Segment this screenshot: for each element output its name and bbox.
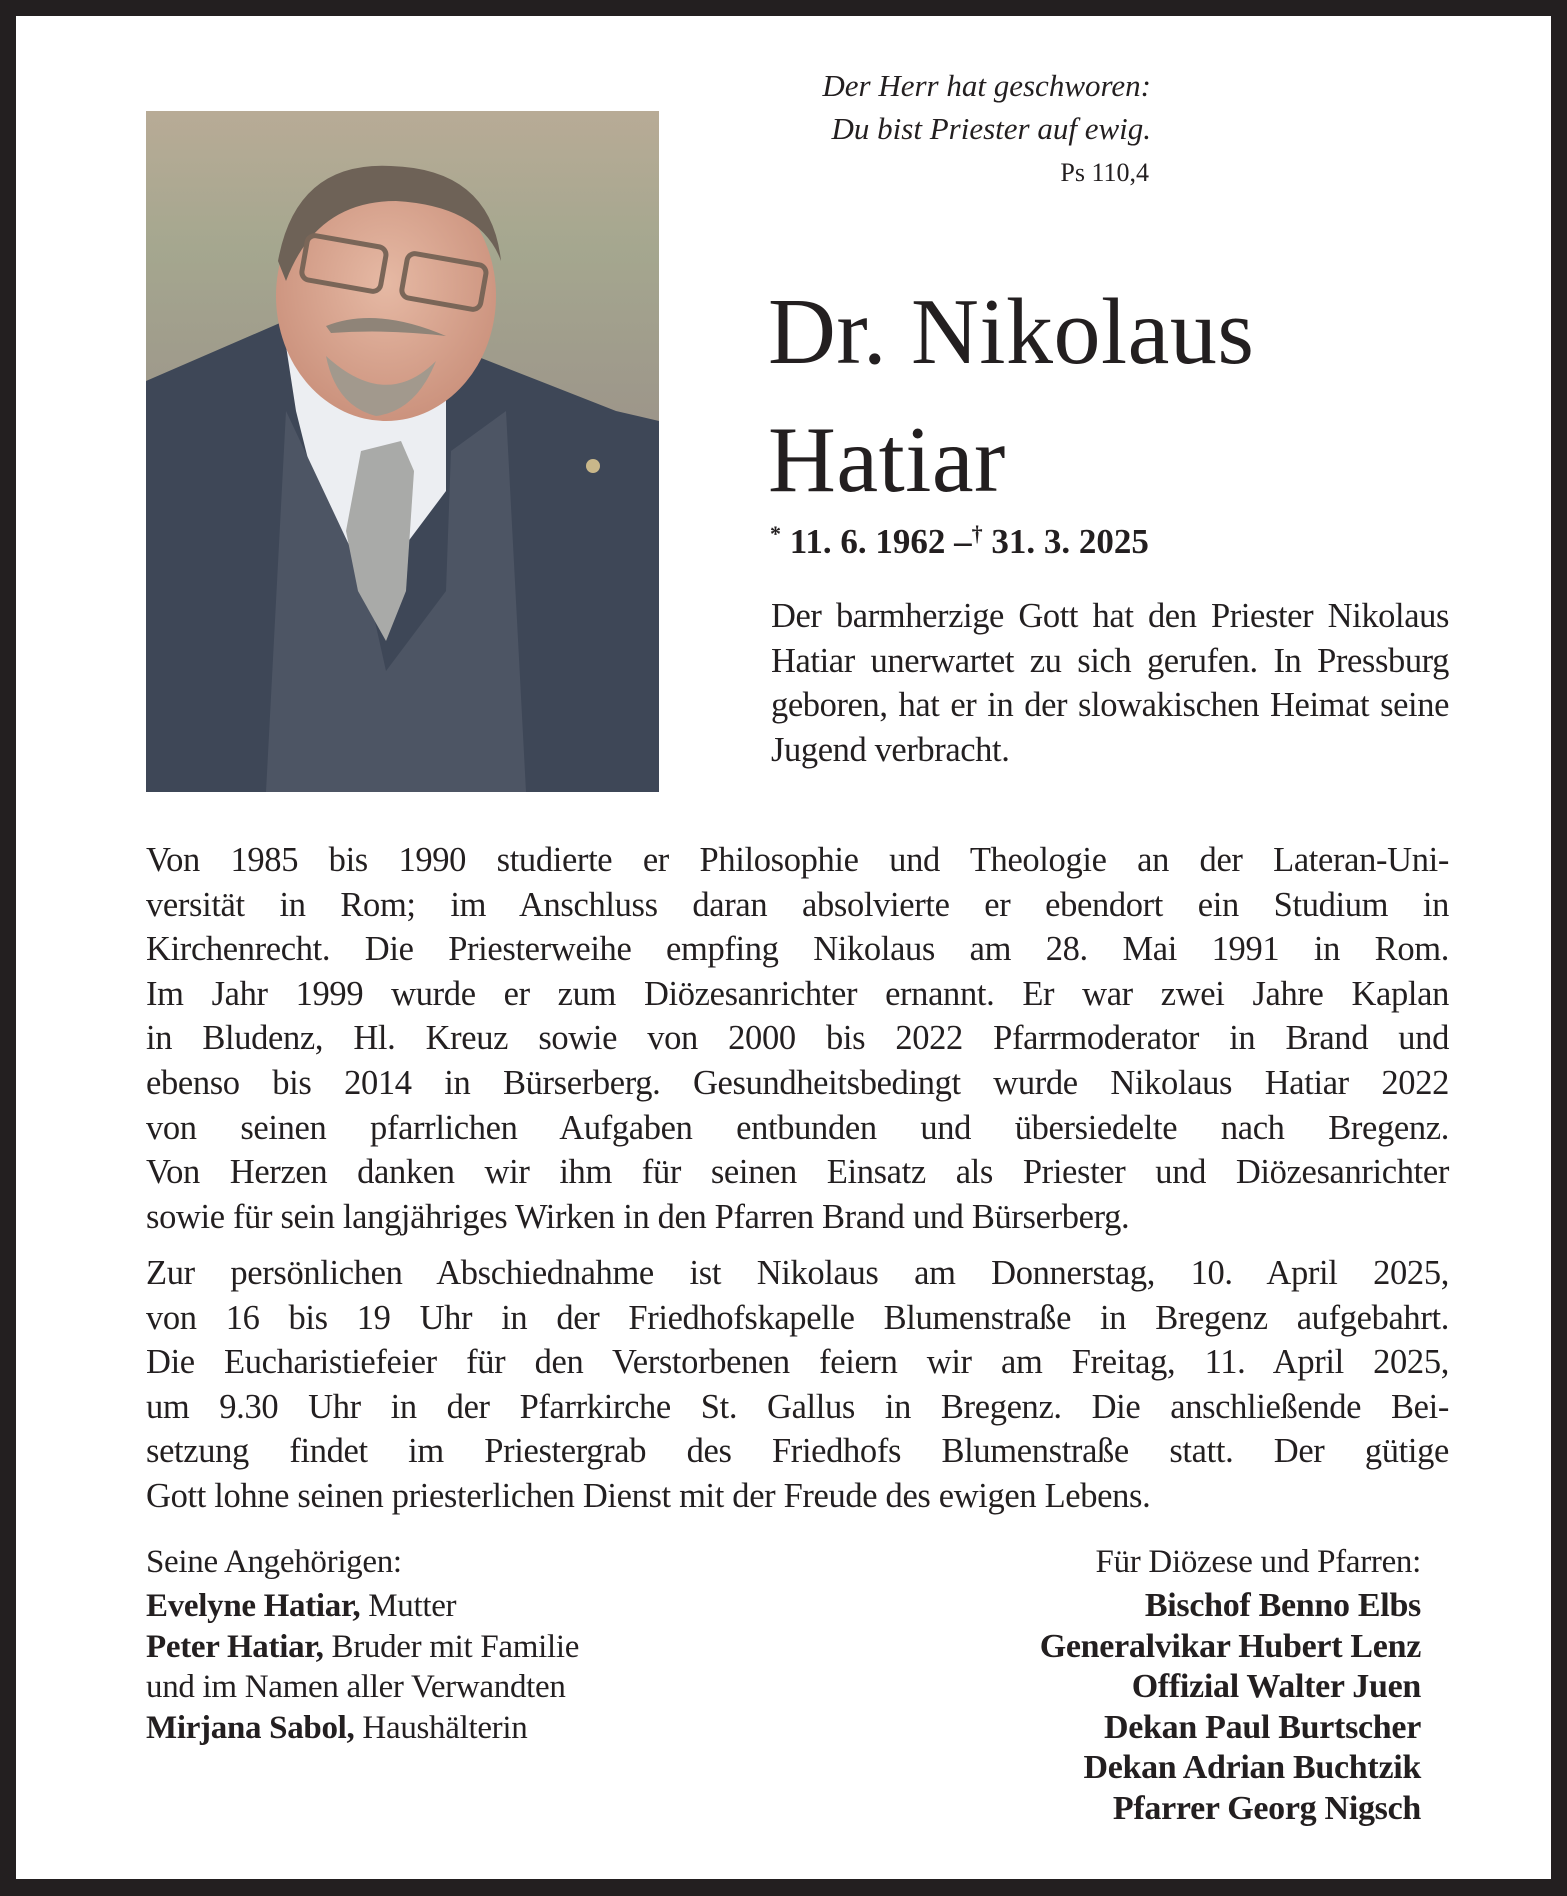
birth-date: 11. 6. 1962 — [789, 522, 946, 561]
family-entry — [146, 1708, 579, 1749]
bible-quote — [756, 64, 1151, 196]
family-member-role: Haushälterin — [354, 1709, 528, 1746]
birth-star-icon: * — [770, 521, 781, 546]
diocese-signatories — [1040, 1541, 1421, 1829]
signatory-name: Generalvikar Hubert Lenz — [1039, 1627, 1421, 1665]
family-member-name: Peter Hatiar, — [146, 1628, 324, 1665]
text-line: Die Eucharistiefeier für den Verstorbenen feiern wir am Freitag, 11. April 2025, — [146, 1343, 1449, 1382]
name-line-1: Dr. Nikolaus — [768, 280, 1255, 384]
text-line: Von Herzen danken wir ihm für seinen Einsatz als Priester und Diözesanrichter — [146, 1153, 1449, 1192]
text-line: setzung findet im Priestergrab des Friedhofs Blumenstraße statt. Der gütige — [146, 1432, 1449, 1471]
portrait-photo — [146, 111, 659, 792]
family-entry — [146, 1667, 579, 1708]
family-member-name: Mirjana Sabol, — [146, 1709, 355, 1746]
death-date: 31. 3. 2025 — [991, 522, 1149, 561]
family-heading: Seine Angehörigen: — [146, 1544, 402, 1580]
quote-line: Du bist Priester auf ewig. — [831, 111, 1151, 146]
family-entry — [146, 1627, 579, 1668]
funeral-paragraph — [146, 1251, 1449, 1519]
portrait-image-icon — [146, 111, 659, 792]
text-line: von seinen pfarrlichen Aufgaben entbunden und übersiedelte nach Bregenz. — [146, 1108, 1449, 1147]
signatory-name: Offizial Walter Juen — [1131, 1668, 1421, 1705]
date-separator: – — [954, 522, 972, 561]
life-dates — [770, 512, 1149, 564]
text-line: sowie für sein langjähriges Wirken in den Pfarren Brand und Bürserberg. — [146, 1197, 1130, 1236]
family-member-name: Evelyne Hatiar, — [146, 1588, 361, 1624]
death-cross-icon: † — [971, 521, 983, 546]
text-line: in Bludenz, Hl. Kreuz sowie von 2000 bis 2022 Pfarrmoderator in Brand und — [146, 1019, 1449, 1058]
family-entry — [146, 1586, 579, 1627]
text-line: Im Jahr 1999 wurde er zum Diözesanrichter ernannt. Er war zwei Jahre Kaplan — [146, 974, 1449, 1013]
quote-line: Der Herr hat geschworen: — [822, 68, 1151, 103]
text-line: ebenso bis 2014 in Bürserberg. Gesundheitsbedingt wurde Nikolaus Hatiar 2022 — [146, 1063, 1449, 1102]
text-line: Zur persönlichen Abschiednahme ist Nikolaus am Donnerstag, 10. April 2025, — [146, 1254, 1449, 1292]
text-line: von 16 bis 19 Uhr in der Friedhofskapelle Blumenstraße in Bregenz aufgebahrt. — [146, 1298, 1449, 1337]
quote-reference: Ps 110,4 — [1060, 158, 1149, 187]
signatory-name: Bischof Benno Elbs — [1144, 1587, 1421, 1624]
text-line: Gott lohne seinen priesterlichen Dienst mit der Freude des ewigen Lebens. — [146, 1476, 1151, 1515]
family-member-role: und im Namen aller Verwandten — [146, 1669, 566, 1705]
diocese-heading: Für Diözese und Pfarren: — [1095, 1544, 1421, 1580]
family-member-role: Mutter — [360, 1588, 457, 1624]
family-member-role: Bruder mit Familie — [323, 1628, 580, 1665]
intro-paragraph: Der barmherzige Gott hat den Priester Nikolaus Hatiar unerwartet zu sich gerufen. In Pressburg geboren, hat er in der slowakischen Heimat seine Jugend verbracht. — [771, 597, 1449, 769]
obituary-notice — [16, 16, 1551, 1879]
name-line-2: Hatiar — [768, 408, 1006, 512]
signatory-name: Dekan Paul Burtscher — [1103, 1708, 1421, 1746]
text-line: Von 1985 bis 1990 studierte er Philosophie und Theologie an der Lateran-Uni- — [146, 841, 1449, 879]
signatory-name: Pfarrer Georg Nigsch — [1112, 1789, 1421, 1827]
text-line: um 9.30 Uhr in der Pfarrkirche St. Gallus in Bregenz. Die anschließende Bei- — [146, 1387, 1449, 1426]
deceased-name — [768, 268, 1254, 524]
family-signatories — [146, 1541, 579, 1748]
biography-paragraph — [146, 838, 1449, 1239]
text-line: versität in Rom; im Anschluss daran absolvierte er ebendort ein Studium in — [146, 885, 1449, 924]
signatory-name: Dekan Adrian Buchtzik — [1083, 1749, 1421, 1786]
text-line: Kirchenrecht. Die Priesterweihe empfing Nikolaus am 28. Mai 1991 in Rom. — [146, 930, 1449, 969]
